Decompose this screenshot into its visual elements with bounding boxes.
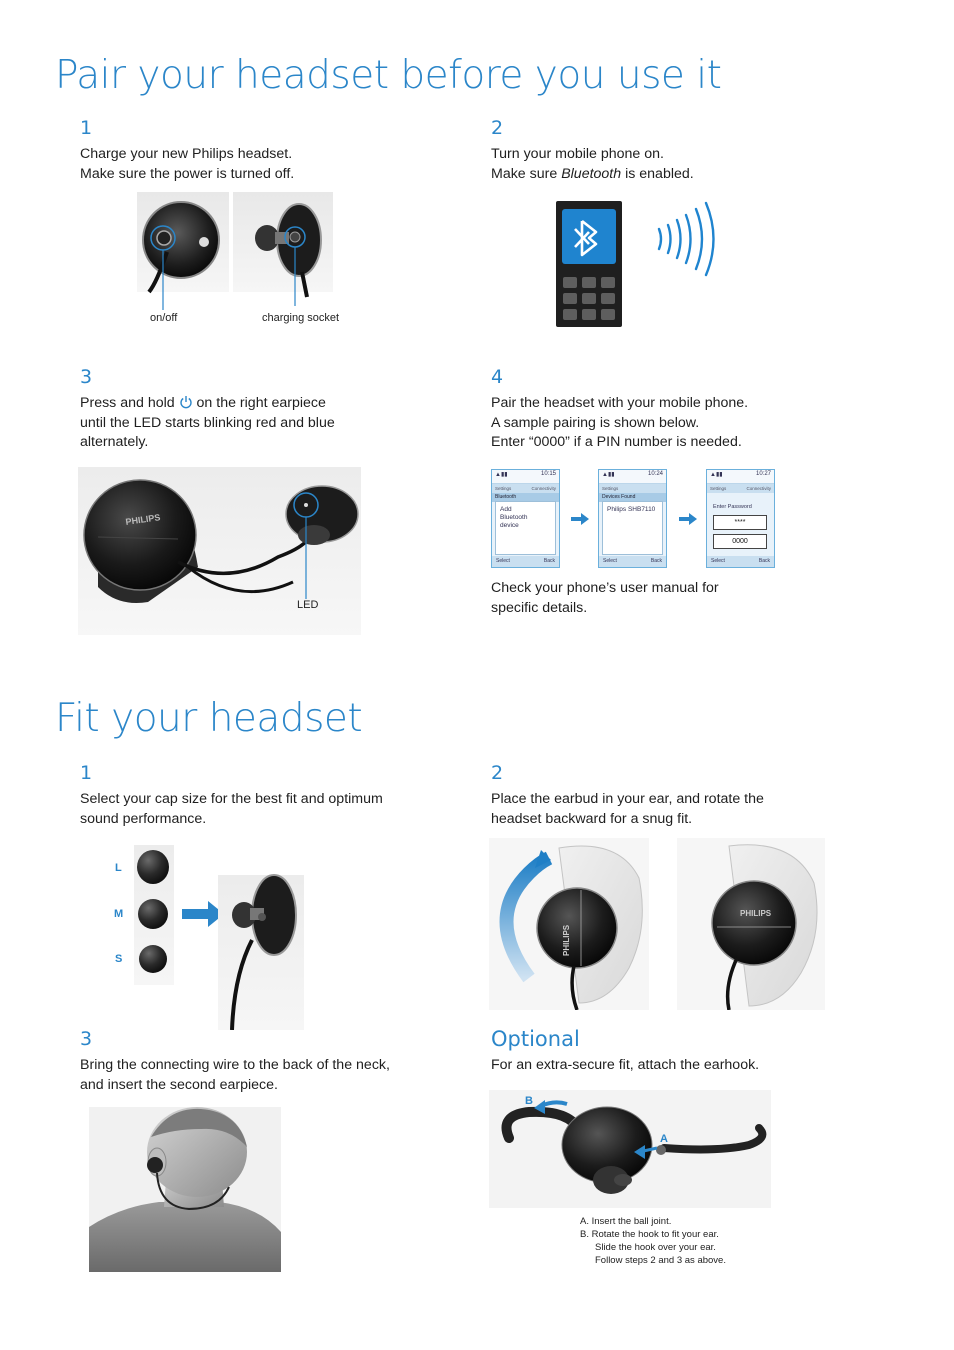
pair-step3-line3: alternately.: [80, 434, 149, 450]
label-on-off: on/off: [150, 312, 178, 324]
phone-bluetooth-illustration: [555, 199, 735, 329]
body-line: Philips SHB7110: [607, 506, 656, 513]
arrow-right-icon: [679, 513, 697, 525]
pair-step3-line2: until the LED starts blinking red and blue: [80, 414, 335, 431]
menu-left: Settings: [495, 486, 512, 491]
label-charging-socket: charging socket: [262, 312, 340, 324]
pair-step4-note1: Check your phone’s user manual for: [491, 580, 719, 596]
label-led: LED: [297, 599, 319, 611]
screen-body: [602, 501, 663, 555]
cap-size-s-label: S: [115, 953, 123, 965]
pair-step1-line1: Charge your new Philips headset.: [80, 146, 293, 162]
fit-step3-text: [80, 1056, 390, 1095]
fit-step2-text: [491, 790, 764, 829]
optional-text: For an extra-secure fit, attach the earhook.: [491, 1057, 760, 1073]
status-time: 10:27: [755, 471, 771, 477]
pair-step4-number: 4: [491, 366, 504, 388]
pair-step3-post: on the right earpiece: [192, 395, 326, 411]
fit-step2-number: 2: [491, 762, 504, 784]
screen-footer: [707, 556, 774, 567]
earpiece-brand-text-rotated: PHILIPS: [562, 924, 571, 956]
signal-icon: ▲▮▮: [710, 472, 723, 478]
pair-step1-number: 1: [80, 117, 93, 139]
pair-step2-line1: Turn your mobile phone on.: [491, 146, 664, 162]
power-icon: [179, 395, 193, 409]
body-line: device: [500, 522, 519, 529]
screen-menu: [492, 484, 559, 493]
cap-size-m-label: M: [114, 908, 124, 920]
pair-step4-note2: specific details.: [491, 599, 588, 616]
arrow-right-icon: [571, 513, 589, 525]
pair-step3-pre: Press and hold: [80, 395, 179, 411]
screen-menu: [707, 484, 774, 493]
body-line: Bluetooth: [500, 514, 528, 521]
fit-step3-line1: Bring the connecting wire to the back of the neck,: [80, 1057, 390, 1073]
fit-step3-number: 3: [80, 1028, 93, 1050]
footer-back: Back: [543, 558, 555, 564]
pair-step2-bluetooth: Bluetooth: [561, 165, 622, 182]
pair-step2-number: 2: [491, 117, 504, 139]
pair-step4-note: [491, 579, 719, 618]
menu-left: Settings: [710, 486, 727, 491]
menu-left: Settings: [602, 486, 619, 491]
screen-footer: [599, 556, 666, 567]
signal-waves-icon: [659, 203, 714, 275]
pair-step3-number: 3: [80, 366, 93, 388]
menu-right: Connectivity: [746, 486, 771, 491]
pair-step1-line2: Make sure the power is turned off.: [80, 165, 295, 182]
earhook-illustration: [489, 1090, 771, 1208]
ear-fit-illustration: [489, 838, 829, 1010]
password-label: Enter Password: [713, 504, 752, 510]
fit-step2-line1: Place the earbud in your ear, and rotate the: [491, 791, 764, 807]
signal-icon: ▲▮▮: [602, 472, 615, 478]
earhook-instruction-b2: Slide the hook over your ear.: [595, 1242, 716, 1253]
screen-menu: [599, 484, 666, 493]
earpiece-brand-text: PHILIPS: [740, 909, 772, 918]
fit-step1-line2: sound performance.: [80, 810, 207, 827]
body-line: Add: [500, 506, 512, 513]
pair-step2-post: is enabled.: [621, 165, 694, 182]
footer-back: Back: [650, 558, 662, 564]
pair-step3-text: [80, 394, 335, 453]
pair-step1-text: [80, 145, 294, 184]
headset-brand-text: PHILIPS: [124, 512, 161, 527]
earhook-instruction-b: B. Rotate the hook to fit your ear.: [580, 1229, 719, 1240]
pair-step2-text: [491, 145, 694, 184]
headset-led-illustration: [78, 467, 361, 635]
screen-body: [495, 501, 556, 555]
password-pin-field: 0000: [713, 534, 767, 549]
earhook-instruction-b3: Follow steps 2 and 3 as above.: [595, 1255, 726, 1266]
neck-wire-illustration: [89, 1107, 281, 1272]
fit-step3-line2: and insert the second earpiece.: [80, 1076, 278, 1093]
screen-header: Devices Found: [599, 493, 666, 502]
cap-size-l-label: L: [115, 862, 122, 874]
footer-select: Select: [603, 558, 617, 564]
pair-step2-line2: [491, 165, 694, 185]
phone-screen-2: [598, 469, 667, 568]
pair-step4-text: [491, 394, 748, 453]
phone-screen-1: [491, 469, 560, 568]
menu-right: Connectivity: [531, 486, 556, 491]
earhook-label-b: B: [525, 1095, 533, 1107]
pair-title: Pair your headset before you use it: [55, 53, 722, 98]
pair-step4-line1: Pair the headset with your mobile phone.: [491, 395, 749, 411]
pair-step2-pre: Make sure: [491, 165, 562, 182]
screen-header: Bluetooth: [492, 493, 559, 502]
pair-step4-line2: A sample pairing is shown below.: [491, 414, 700, 431]
signal-icon: ▲▮▮: [495, 472, 508, 478]
fit-step1-line1: Select your cap size for the best fit and optimum: [80, 791, 383, 807]
fit-title: Fit your headset: [55, 696, 363, 741]
earhook-instruction-a: A. Insert the ball joint.: [580, 1216, 672, 1227]
footer-select: Select: [496, 558, 510, 564]
status-bar: [599, 470, 666, 484]
fit-step1-text: [80, 790, 383, 829]
status-bar: [707, 470, 774, 484]
status-time: 10:15: [540, 471, 556, 477]
pair-step4-line3: Enter “0000” if a PIN number is needed.: [491, 434, 742, 450]
screen-footer: [492, 556, 559, 567]
footer-back: Back: [758, 558, 770, 564]
footer-select: Select: [711, 558, 725, 564]
password-masked-field: ****: [713, 515, 767, 530]
status-time: 10:24: [647, 471, 663, 477]
fit-step1-number: 1: [80, 762, 93, 784]
optional-title: Optional: [491, 1027, 580, 1051]
pair-step3-line1: [80, 394, 335, 414]
phone-screen-3: [706, 469, 775, 568]
headset-charging-illustration: [137, 192, 337, 310]
cap-sizes-illustration: [134, 845, 306, 1030]
status-bar: [492, 470, 559, 484]
fit-step2-line2: headset backward for a snug fit.: [491, 810, 693, 827]
earhook-instructions: [580, 1215, 726, 1267]
earhook-label-a: A: [660, 1133, 668, 1145]
